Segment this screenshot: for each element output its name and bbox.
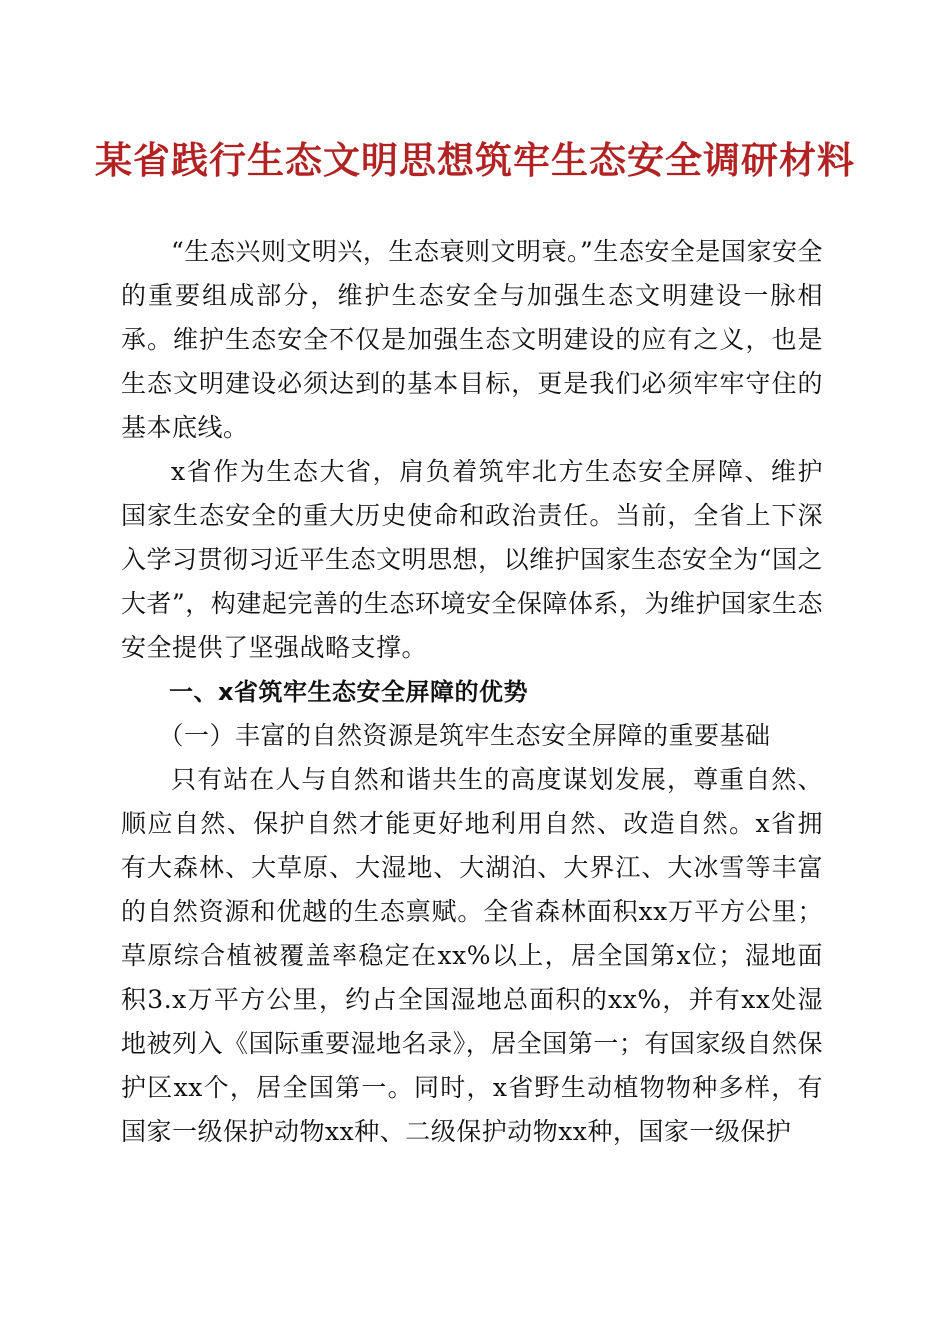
document-title: 某省践行生态文明思想筑牢生态安全调研材料 (95, 138, 855, 182)
section-heading: 一、x省筑牢生态安全屏障的优势 (169, 678, 528, 706)
paragraph-province-role: x省作为生态大省，肩负着筑牢北方生态安全屏障、维护国家生态安全的重大历史使命和政治责任。当前，全省上下深入学习贯彻习近平生态文明思想，以维护国家生态安全为“国之大者”，构建起完善的生态环境安全保障体系，为维护国家生态安全提供了坚强战略支撑。 (121, 457, 823, 662)
document-body (121, 230, 823, 1154)
paragraph-natural-resources: 只有站在人与自然和谐共生的高度谋划发展，尊重自然、顺应自然、保护自然才能更好地利用自然、改造自然。x省拥有大森林、大草原、大湿地、大湖泊、大界江、大冰雪等丰富的自然资源和优越的生态禀赋。全省森林面积xx万平方公里；草原综合植被覆盖率稳定在xx%以上，居全国第x位；湿地面积3.x万平方公里，约占全国湿地总面积的xx%，并有xx处湿地被列入《国际重要湿地名录》，居全国第一；有国家级自然保护区xx个，居全国第一。同时，x省野生动植物物种多样，有国家一级保护动物xx种、二级保护动物xx种，国家一级保护 (121, 765, 823, 1146)
paragraph-intro: “生态兴则文明兴，生态衰则文明衰。”生态安全是国家安全的重要组成部分，维护生态安全与加强生态文明建设一脉相承。维护生态安全不仅是加强生态文明建设的应有之义，也是生态文明建设必须达到的基本目标，更是我们必须牢牢守住的基本底线。 (121, 237, 823, 442)
subsection-heading: （一）丰富的自然资源是筑牢生态安全屏障的重要基础 (158, 721, 771, 750)
